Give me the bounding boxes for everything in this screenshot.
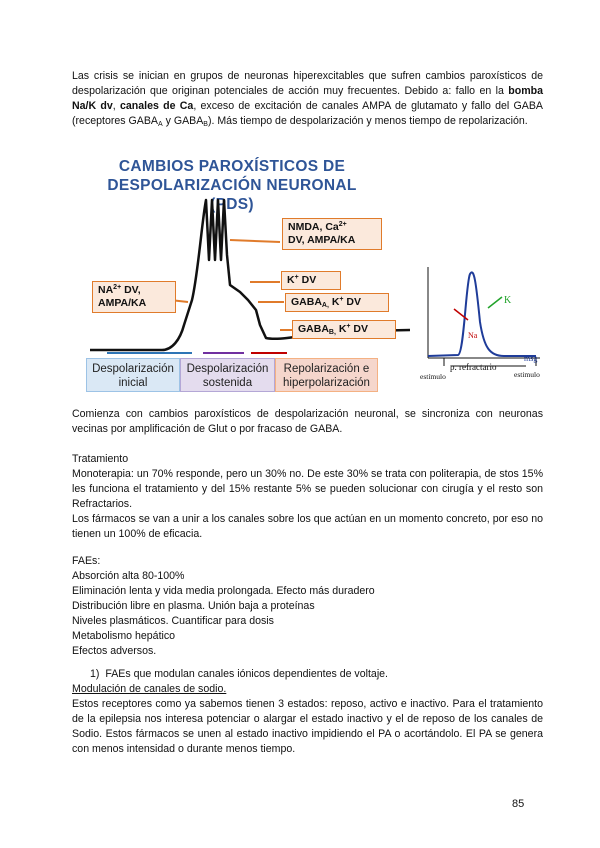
tratamiento-section (72, 452, 543, 542)
faes-list (72, 569, 543, 659)
phase-despolarizacion-inicial (86, 358, 180, 392)
intro-sub-b: B (203, 121, 208, 128)
box-k-text: K (287, 274, 295, 286)
phase2-line2: sostenida (202, 377, 253, 389)
intro-text-5: ). Más tiempo de despolarización y menos tiempo de repolarización. (207, 115, 528, 127)
intro-sub-a: A (157, 121, 163, 128)
intro-text-3: , exceso de excitación de canales AMPA de glutamato y fallo del GABA (receptores GABA (72, 100, 543, 127)
faes-heading: FAEs: (72, 555, 101, 567)
section1-number: 1) (90, 668, 100, 680)
ap-label-k: K (504, 295, 512, 306)
box-na-ampa: AMPA/KA (98, 297, 147, 309)
section1 (72, 667, 543, 757)
phase-despolarizacion-sostenida (180, 358, 275, 392)
intro-bold-calcio: canales de Ca (120, 100, 194, 112)
box-na-text: NA (98, 284, 114, 296)
box-gabab-sub: B, (328, 329, 336, 336)
ap-arrow-k (488, 297, 502, 308)
box-gabab (292, 320, 396, 339)
box-gabaa-rest: K (328, 296, 340, 308)
section1-body: Estos receptores como ya sabemos tienen 3 estados: reposo, activo e inactivo. Para el tratamiento de la epilepsia nos interesa potenciar o alargar el estado inactivo y el de reposo de los canales de Sodio. Estos fármacos se unen al estado inactivo impidiendo el PA o acortándolo. El PA se genera con menos intensidad o durante menos tiempo. (72, 698, 543, 755)
pds-title-line2: DESPOLARIZACIÓN NEURONAL (PDS) (107, 177, 357, 213)
section1-title-line (72, 667, 543, 682)
phase1-line1: Despolarización (92, 363, 174, 375)
tratamiento-p1: Monoterapia: un 70% responde, pero un 30% no. De este 30% se trata con politerapia, de stos 15% les funciona el tratamiento y del 15% restante 5% se pueden solucionar con cirugía y el resto son Refractarios. (72, 468, 543, 510)
box-gabab-rest: K (335, 323, 347, 335)
faes-section (72, 554, 543, 659)
box-nmda-sup: 2+ (338, 221, 347, 228)
box-gabab-end: DV (350, 323, 369, 335)
list-item: Efectos adversos. (72, 645, 157, 657)
box-gabaa-text: GABA (291, 296, 322, 308)
box-gabaa-sub: A, (321, 302, 329, 309)
ap-label-estimulo: estímulo (420, 372, 446, 381)
phase2-line1: Despolarización (186, 363, 269, 375)
box-k-sup: + (294, 274, 299, 281)
pds-title-line1: CAMBIOS PAROXÍSTICOS DE (118, 158, 346, 175)
box-nmda-text: NMDA, Ca (288, 221, 339, 233)
section1-subheading: Modulación de canales de sodio. (72, 683, 227, 695)
ap-curve (428, 272, 536, 356)
ap-label-refractario: p. refractario (450, 362, 497, 372)
list-item: Distribución libre en plasma. Unión baja a proteínas (72, 600, 315, 612)
intro-text-4: y GABA (162, 115, 204, 127)
arrow-nmda (230, 240, 280, 242)
tratamiento-p2: Los fármacos se van a unir a los canales sobre los que actúan en un momento concreto, por eso no tienen un 100% de eficacia. (72, 513, 543, 540)
intro-paragraph (72, 69, 543, 129)
list-item: Absorción alta 80-100% (72, 570, 185, 582)
box-nmda-line2: DV, AMPA/KA (288, 234, 356, 246)
phase-repolarizacion (275, 358, 378, 392)
ap-label-estimulo2: estimulo (514, 370, 540, 379)
box-k-rest: DV (298, 274, 317, 286)
box-na-dv (92, 281, 176, 313)
box-nmda (282, 218, 382, 250)
pds-paragraph: Comienza con cambios paroxísticos de despolarización neuronal, se sincroniza con neuronas vecinas por amplificación de Glut o por fracaso de GABA. (72, 408, 543, 435)
phase1-line2: inicial (118, 377, 148, 389)
tratamiento-heading: Tratamiento (72, 453, 129, 465)
page-number: 85 (512, 798, 525, 810)
box-na-sup: 2+ (113, 284, 122, 291)
box-gabab-sup: + (346, 323, 351, 330)
intro-text-1: Las crisis se inician en grupos de neuronas hiperexcitables que sufren cambios paroxísticos de despolarización que originan potenciales de acción muy frecuentes. Debido a: fallo en la (72, 70, 543, 97)
box-gabaa (285, 293, 389, 312)
box-na-text-b: DV, (121, 284, 141, 296)
list-item: Eliminación lenta y vida media prolongada. Efecto más duradero (72, 585, 375, 597)
ap-label-na: Na (468, 331, 478, 340)
box-gabaa-end: DV (343, 296, 362, 308)
list-item: Metabolismo hepático (72, 630, 176, 642)
box-gabaa-sup: + (339, 296, 344, 303)
section1-title: FAEs que modulan canales iónicos dependientes de voltaje. (105, 668, 389, 680)
phase3-line2: hiperpolarización (283, 377, 370, 389)
phase3-line1: Repolarización e (283, 363, 370, 375)
box-gabab-text: GABA (298, 323, 329, 335)
list-item: Niveles plasmáticos. Cuantificar para dosis (72, 615, 274, 627)
intro-text-2: , (112, 100, 120, 112)
ap-label-msg: msg (524, 354, 538, 363)
intro-bold-bomba: bomba Na/K dv (72, 85, 543, 112)
box-k-dv (281, 271, 341, 290)
